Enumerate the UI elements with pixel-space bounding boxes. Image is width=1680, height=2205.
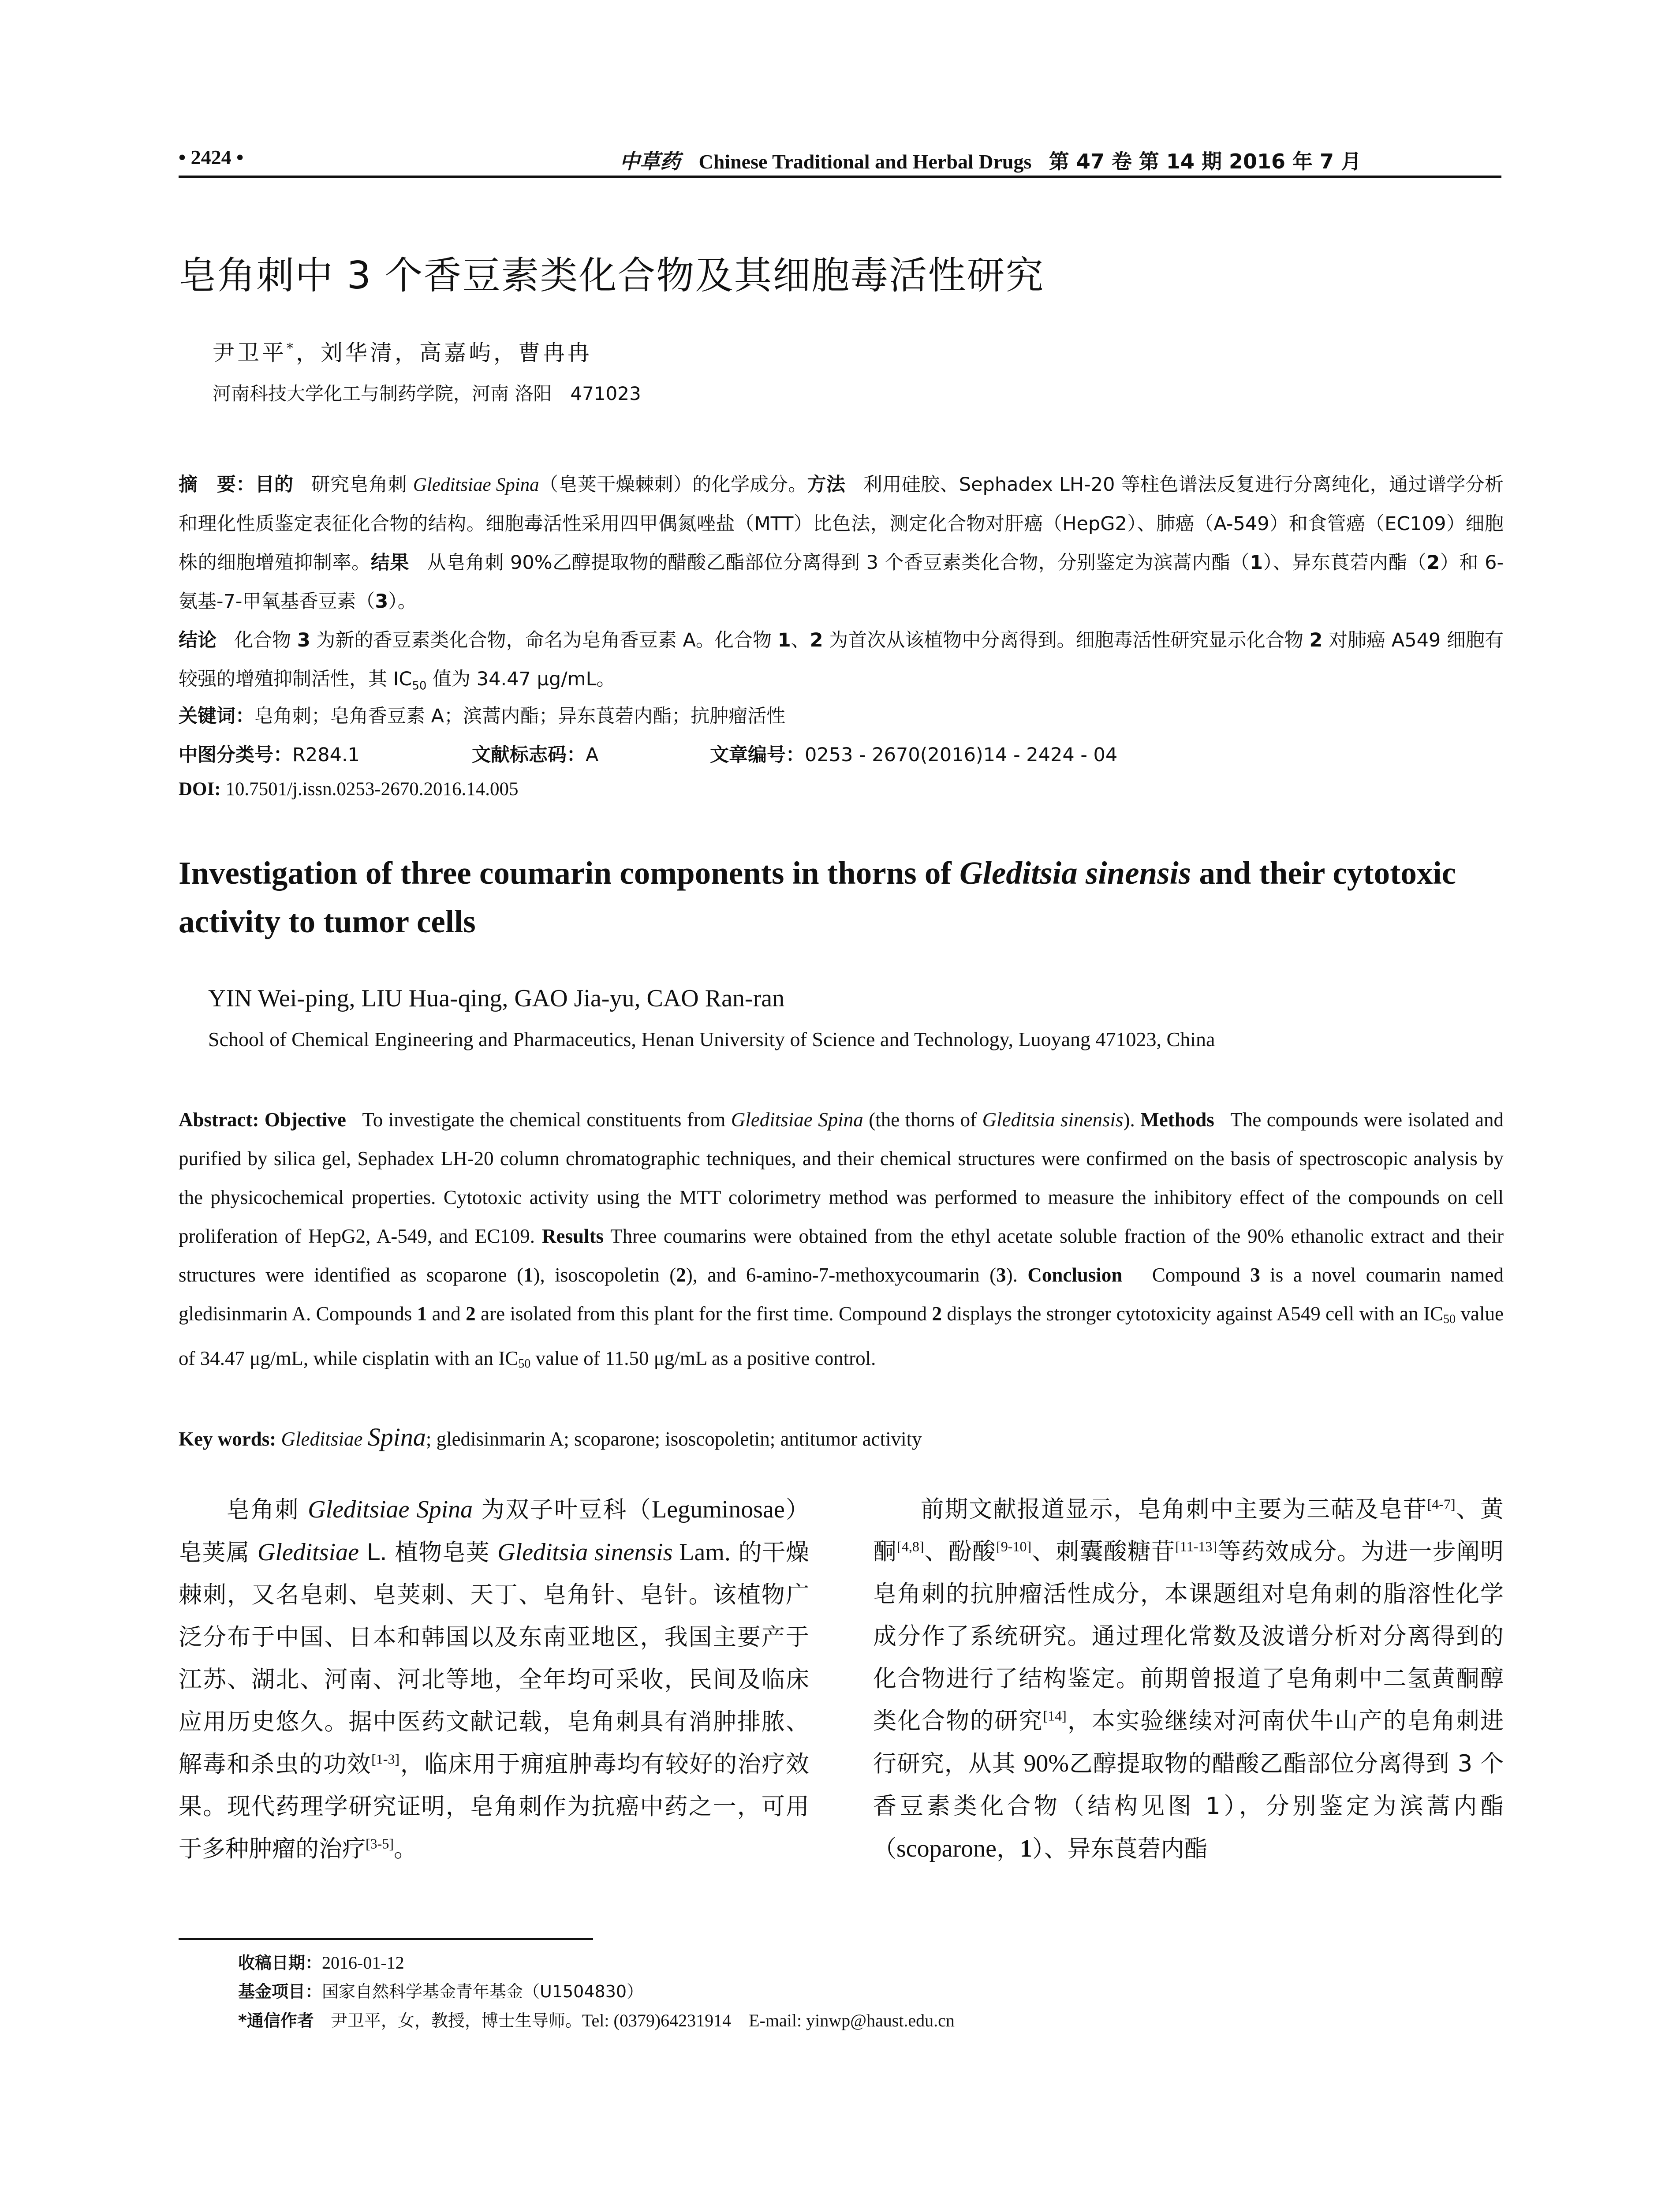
doi-line — [179, 778, 518, 800]
body-latin: Gleditsiae — [257, 1539, 359, 1566]
en-conclusion-text: Compound — [1152, 1264, 1251, 1286]
compound-ref: 3 — [1250, 1264, 1260, 1286]
en-conclusion-text-7: value of 11.50 μg/mL as a positive control. — [530, 1347, 876, 1369]
compound-ref: 2 — [676, 1264, 686, 1286]
cn-results-text-3: ）和 6-氨基-7-甲氧基香豆素（ — [179, 552, 1504, 613]
en-results-label: Results — [541, 1225, 604, 1247]
body-text: 、酚酸 — [924, 1538, 997, 1565]
compound-ref: 1 — [417, 1303, 427, 1325]
body-text: 为双子叶豆科（ — [473, 1496, 652, 1523]
ic50-subscript: 50 — [518, 1357, 531, 1371]
cn-results-text: 从皂角刺 90%乙醇提取物的醋酸乙酯部位分离得到 3 个香豆素类化合物，分别鉴定为滨蒿内酯（ — [426, 552, 1250, 574]
ic50-subscript: 50 — [1443, 1312, 1456, 1326]
en-conclusion-text-3: and — [427, 1303, 466, 1325]
fund-label: 基金项目： — [238, 1982, 322, 2001]
body-latin: Gleditsia sinensis — [497, 1539, 673, 1566]
cn-author-rest: ，刘华清，高嘉屿，曹冉冉 — [296, 340, 592, 366]
doi-value: 10.7501/j.issn.0253-2670.2016.14.005 — [220, 779, 519, 800]
body-text: 、黄酮 — [873, 1496, 1504, 1565]
article-no-value: 0253 - 2670(2016)14 - 2424 - 04 — [805, 744, 1118, 766]
citation-ref: [3-5] — [366, 1835, 394, 1852]
compound-ref: 3 — [996, 1264, 1006, 1286]
body-text: 。 — [393, 1835, 417, 1862]
clc-label: 中图分类号： — [179, 744, 292, 766]
en-objective-text: To investigate the chemical constituents from — [362, 1109, 731, 1131]
body-text: ）皂荚属 — [179, 1496, 809, 1566]
en-title-latin: Gleditsia sinensis — [959, 855, 1191, 891]
body-text: 乙醇提取物的醋酸乙酯部位分离得到 3 个香豆素类化合物（结构见图 1），分别鉴定为滨蒿内酯（ — [873, 1750, 1504, 1862]
en-results-text-3: ), and 6-amino-7-methoxycoumarin ( — [686, 1264, 997, 1286]
citation-ref: [14] — [1043, 1708, 1067, 1724]
cn-affiliation: 河南科技大学化工与制药学院，河南 洛阳 471023 — [213, 383, 641, 404]
body-text: 皂角刺 — [225, 1496, 308, 1523]
corresponding-text: 尹卫平，女，教授，博士生导师。 — [314, 2011, 582, 2030]
cn-results-text-2: ）、异东莨菪内酯（ — [1263, 552, 1427, 574]
fund-text: 国家自然科学基金青年基金（U1504830） — [322, 1982, 644, 2001]
compound-ref: 1 — [777, 629, 791, 651]
doc-code-value: A — [586, 744, 599, 766]
cn-keywords-text: 皂角刺；皂角香豆素 A；滨蒿内酯；异东莨菪内酯；抗肿瘤活性 — [254, 705, 786, 727]
doc-code-label: 文献标志码： — [472, 744, 586, 766]
body-text: 、刺囊酸糖苷 — [1031, 1538, 1176, 1565]
compound-ref: 2 — [810, 629, 823, 651]
running-header — [179, 140, 1501, 176]
footnote-fund — [238, 1978, 643, 2002]
cn-results-text-4: ）。 — [388, 590, 417, 613]
cn-objective-label: 目的 — [255, 474, 294, 496]
cn-author-first: 尹卫平 — [213, 340, 287, 366]
body-column-right — [873, 1488, 1504, 1870]
body-text: 前期文献报道显示，皂角刺中主要为三萜及皂苷 — [920, 1496, 1427, 1523]
journal-name — [620, 146, 1361, 175]
en-conclusion-text-4: are isolated from this plant for the first time. Compound — [475, 1303, 932, 1325]
footnote-received — [238, 1949, 404, 1973]
received-date: 2016-01-12 — [322, 1953, 404, 1973]
en-results-text-2: ), isoscopoletin ( — [533, 1264, 676, 1286]
doi-label: DOI: — [179, 779, 221, 800]
en-title-text-2: and their cytotoxic activity to tumor cells — [179, 855, 1456, 939]
cn-title: 皂角刺中 3 个香豆素类化合物及其细胞毒活性研究 — [179, 254, 1045, 298]
article-no-label: 文章编号： — [710, 744, 805, 766]
en-objective-text-3: ). — [1123, 1109, 1135, 1131]
citation-ref: [11-13] — [1175, 1538, 1217, 1555]
en-conclusion-text-6: value of 34.47 μg/mL, while cisplatin with an IC — [179, 1303, 1504, 1369]
journal-issue: 第 47 卷 第 14 期 2016 年 7 月 — [1049, 149, 1362, 173]
body-latin: Gleditsiae Spina — [308, 1496, 473, 1523]
body-latin: Lam. — [672, 1539, 731, 1566]
cn-classification-line — [179, 740, 1501, 766]
en-keywords-text: ; gledisinmarin A; scoparone; isoscopoletin; antitumor activity — [426, 1428, 922, 1450]
en-title-text: Investigation of three coumarin components in thorns of — [179, 855, 959, 891]
body-text: 的干燥棘刺，又名皂刺、皂荚刺、天丁、皂角针、皂针。该植物广泛分布于中国、日本和韩国以及东南亚地区，我国主要产于江苏、湖北、河南、河北等地，全年均可采收，民间及临床应用历史悠久。据中医药文献记载，皂角刺具有消肿排脓、解毒和杀虫的功效 — [179, 1539, 809, 1778]
body-latin: Leguminosae — [652, 1496, 785, 1523]
en-objective-latin-2: Gleditsia sinensis — [982, 1109, 1124, 1131]
compound-ref: 3 — [297, 629, 310, 651]
cn-conclusion-text-5: 对肺癌 A549 细胞有较强的增殖抑制活性，其 IC — [179, 629, 1504, 690]
footnote-corresponding — [238, 2007, 955, 2032]
compound-ref: 2 — [1309, 629, 1323, 651]
compound-ref: 2 — [1426, 552, 1440, 574]
header-rule — [179, 176, 1501, 178]
body-text: L. 植物皂荚 — [359, 1539, 498, 1566]
body-text: ，本实验继续对河南伏牛山产的皂角刺进行研究，从其 — [873, 1708, 1504, 1777]
body-text: 等药效成分。为进一步阐明皂角刺的抗肿瘤活性成分，本课题组对皂角刺的脂溶性化学成分作了系统研究。通过理化常数及波谱分析对分离得到的化合物进行了结构鉴定。前期曾报道了皂角刺中二氢黄酮醇类化合物的研究 — [873, 1538, 1504, 1734]
cn-results-label: 结果 — [370, 552, 409, 574]
body-column-left — [179, 1488, 809, 1870]
cn-objective-text: 研究皂角刺 — [311, 474, 413, 496]
body-text: ，临床用于痈疽肿毒均有较好的治疗效果。现代药理学研究证明，皂角刺作为抗癌中药之一，可用于多种肿瘤的治疗 — [179, 1751, 810, 1862]
cn-conclusion-text: 化合物 — [234, 629, 297, 651]
cn-conclusion-text-4: 为首次从该植物中分离得到。细胞毒活性研究显示化合物 — [823, 629, 1310, 651]
en-conclusion-text-2: is a novel coumarin named gledisinmarin A. Compounds — [179, 1264, 1504, 1325]
en-abstract-label: Abstract: Objective — [179, 1109, 346, 1131]
ic50-subscript: 50 — [412, 679, 427, 693]
journal-name-en: Chinese Traditional and Herbal Drugs — [698, 150, 1032, 173]
citation-ref: [4,8] — [897, 1538, 924, 1555]
cn-abstract-label: 摘 要： — [179, 474, 255, 496]
en-objective-text-2: (the thorns of — [863, 1109, 982, 1131]
citation-ref: [4-7] — [1427, 1496, 1456, 1512]
cn-methods-text: 利用硅胶、Sephadex LH-20 等柱色谱法反复进行分离纯化，通过谱学分析和理化性质鉴定表征化合物的结构。细胞毒活性采用四甲偶氮唑盐（MTT）比色法，测定化合物对肝癌（HepG2）、肺癌（A-549）和食管癌（EC109）细胞株的细胞增殖抑制率。 — [179, 474, 1504, 574]
body-latin: scoparone — [896, 1835, 997, 1862]
en-results-text-4: ). — [1006, 1264, 1018, 1286]
body-text: ， — [997, 1835, 1020, 1862]
corresponding-contact: Tel: (0379)64231914 E-mail: yinwp@haust.edu.cn — [582, 2011, 955, 2030]
cn-abstract — [179, 465, 1504, 706]
cn-conclusion-label: 结论 — [179, 629, 217, 651]
cn-objective-text-2: （皂荚干燥棘刺）的化学成分。 — [539, 474, 807, 496]
compound-ref: 2 — [466, 1303, 476, 1325]
en-methods-text: The compounds were isolated and purified by silica gel, Sephadex LH-20 column chromatographic techniques, and their chemical structures were confirmed on the basis of spectroscopic analysis by the physicochemical properties. Cytotoxic activity using the MTT colorimetry method was performed to measure the inhibitory effect of the compounds on cell proliferation of HepG2, A-549, and EC109. — [179, 1109, 1504, 1247]
body-number: 90% — [1023, 1750, 1069, 1777]
citation-ref: [1-3] — [371, 1751, 400, 1767]
en-conclusion-label: Conclusion — [1027, 1264, 1123, 1286]
en-keywords-latin-2: Spina — [367, 1423, 426, 1451]
clc-value: R284.1 — [292, 744, 360, 766]
compound-ref: 2 — [932, 1303, 942, 1325]
en-keywords — [179, 1422, 922, 1452]
corresponding-mark: * — [287, 340, 296, 356]
received-label: 收稿日期： — [238, 1953, 322, 1973]
en-keywords-label: Key words: — [179, 1428, 276, 1450]
cn-conclusion-text-6: 值为 34.47 μg/mL。 — [426, 668, 616, 690]
page-number: • 2424 • — [179, 146, 244, 168]
compound-ref: 3 — [375, 590, 388, 613]
en-affiliation: School of Chemical Engineering and Pharmaceutics, Henan University of Science and Technology, Luoyang 471023, China — [208, 1028, 1215, 1050]
en-methods-label: Methods — [1140, 1109, 1214, 1131]
en-authors: YIN Wei-ping, LIU Hua-qing, GAO Jia-yu, CAO Ran-ran — [208, 985, 785, 1012]
cn-conclusion-text-3: 、 — [791, 629, 810, 651]
cn-authors — [213, 335, 592, 367]
en-title — [179, 849, 1523, 946]
compound-ref: 1 — [1020, 1835, 1033, 1862]
cn-keywords — [179, 701, 785, 728]
cn-methods-label: 方法 — [807, 474, 846, 496]
corresponding-label: *通信作者 — [238, 2011, 314, 2030]
cn-conclusion-text-2: 为新的香豆素类化合物，命名为皂角香豆素 A。化合物 — [310, 629, 778, 651]
compound-ref: 1 — [1250, 552, 1263, 574]
en-objective-latin: Gleditsiae Spina — [731, 1109, 863, 1131]
compound-ref: 1 — [523, 1264, 534, 1286]
citation-ref: [9-10] — [996, 1538, 1032, 1555]
cn-objective-latin: Gleditsiae Spina — [413, 475, 539, 495]
footnote-rule — [179, 1938, 593, 1940]
body-text: ）、异东莨菪内酯 — [1032, 1835, 1208, 1862]
en-results-text: Three coumarins were obtained from the ethyl acetate soluble fraction of the 90% ethanolic extract and their structures were identified as scoparone ( — [179, 1225, 1504, 1286]
cn-keywords-label: 关键词： — [179, 705, 254, 727]
en-abstract — [179, 1100, 1504, 1383]
en-conclusion-text-5: displays the stronger cytotoxicity against A549 cell with an IC — [941, 1303, 1444, 1325]
en-keywords-latin: Gleditsiae — [281, 1428, 368, 1450]
journal-name-cn: 中草药 — [620, 149, 680, 173]
